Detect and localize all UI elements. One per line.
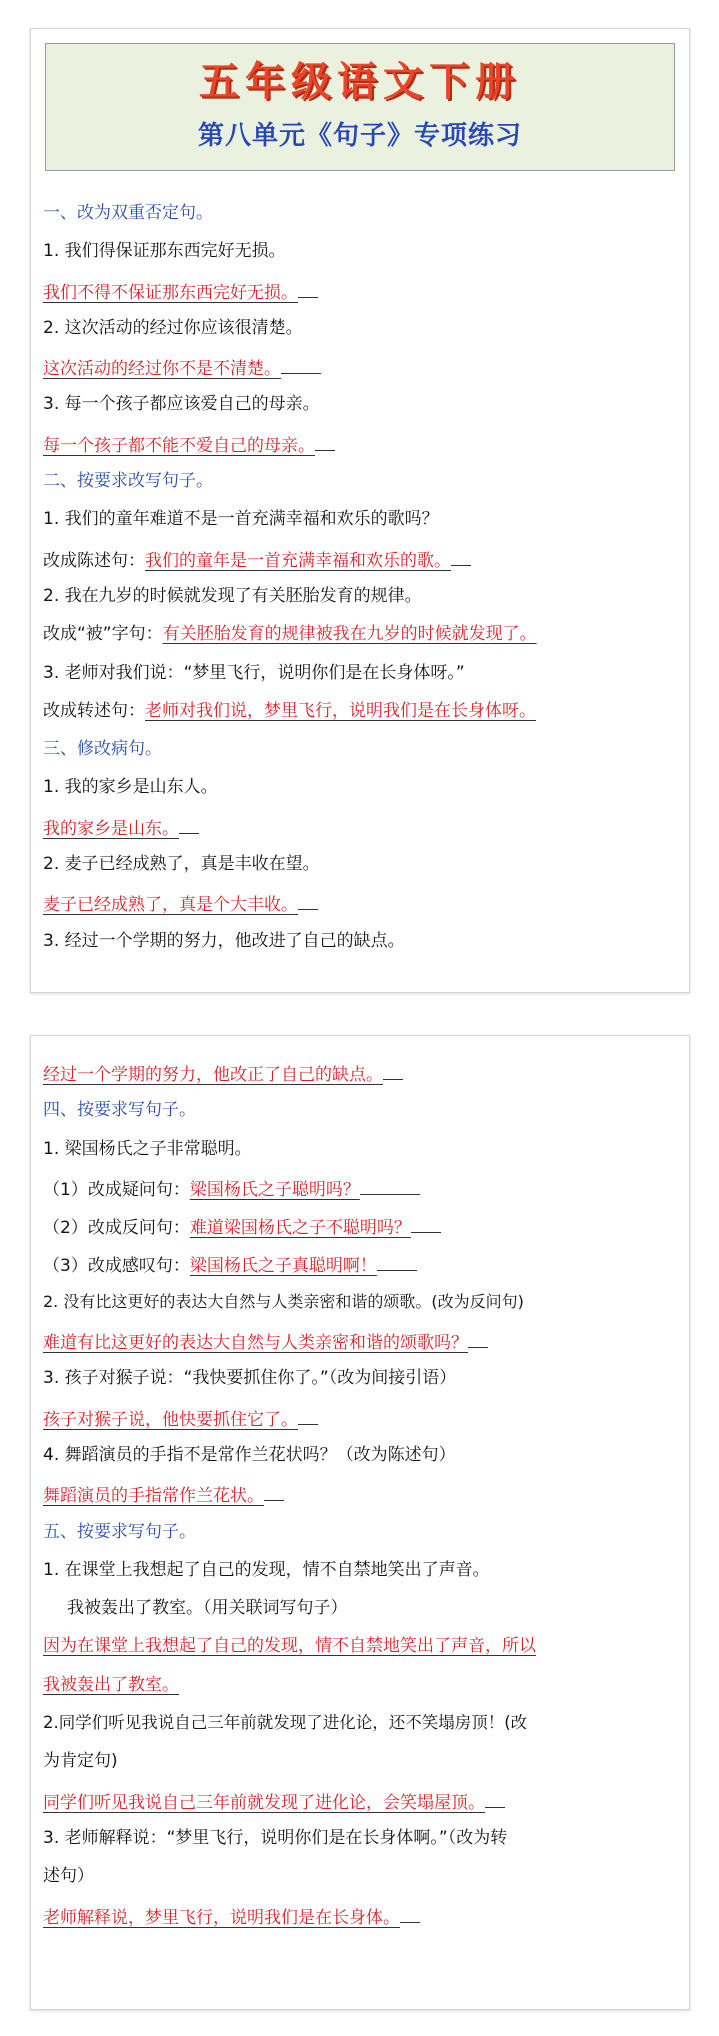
page-2-content [43, 1060, 681, 1941]
answer-underline [360, 1175, 420, 1195]
question-line: 2. 这次活动的经过你应该很清楚。 [43, 317, 303, 338]
answer-line: 因为在课堂上我想起了自己的发现，情不自禁地笑出了声音，所以 [43, 1636, 536, 1657]
question-line: 2. 麦子已经成熟了，真是丰收在望。 [43, 854, 320, 875]
answer-line: 麦子已经成熟了，真是个大丰收。 [43, 895, 298, 916]
question-line: 1. 我们的童年难道不是一首充满幸福和欢乐的歌吗？ [43, 509, 439, 530]
answer-underline [383, 1060, 403, 1080]
answer-underline [264, 1481, 284, 1501]
answer-line-continued: 我被轰出了教室。 [43, 1674, 179, 1695]
answer-line: 同学们听见我说自己三年前就发现了进化论，会笑塌屋顶。 [43, 1792, 485, 1813]
question-line-continued: 述句） [43, 1866, 94, 1887]
worksheet-page-1 [30, 28, 690, 993]
answer-underline [411, 1213, 441, 1233]
answer-label: 改成“被”字句： [43, 624, 163, 645]
answer-line: 我们不得不保证那东西完好无损。 [43, 282, 298, 303]
question-line: 3. 老师对我们说：“梦里飞行，说明你们是在长身体呀。” [43, 662, 465, 683]
worksheet-page-2 [30, 1035, 690, 2010]
answer-underline [179, 814, 199, 834]
answer-underline [485, 1788, 505, 1808]
section-heading-2: 二、按要求改写句子。 [43, 471, 213, 492]
answer-label: 改成转述句： [43, 700, 145, 721]
question-line: 2.同学们听见我说自己三年前就发现了进化论，还不笑塌房顶！(改 [43, 1713, 528, 1733]
answer-underline [315, 431, 335, 451]
question-line: 2. 我在九岁的时候就发现了有关胚胎发育的规律。 [43, 585, 422, 606]
answer-label: （3）改成感叹句： [43, 1256, 190, 1277]
answer-line: 这次活动的经过你不是不清楚。 [43, 359, 281, 380]
page-1-content [43, 201, 681, 967]
answer-line: 孩子对猴子说，他快要抓住它了。 [43, 1409, 298, 1430]
answer-label: （2）改成反问句： [43, 1218, 190, 1239]
title-banner [45, 43, 675, 171]
answer-label: 改成陈述句： [43, 550, 145, 571]
answer-line: 难道梁国杨氏之子不聪明吗？ [189, 1218, 411, 1239]
section-heading-5: 五、按要求写句子。 [43, 1521, 196, 1542]
section-heading-1: 一、改为双重否定句。 [43, 203, 213, 223]
question-line: 1. 在课堂上我想起了自己的发现，情不自禁地笑出了声音。 [43, 1559, 490, 1580]
answer-line: 经过一个学期的努力，他改正了自己的缺点。 [43, 1065, 383, 1085]
question-line: 1. 我们得保证那东西完好无损。 [43, 241, 286, 262]
section-heading-4: 四、按要求写句子。 [43, 1100, 196, 1121]
answer-label: （1）改成疑问句： [43, 1179, 190, 1200]
answer-line: 梁国杨氏之子真聪明啊！ [189, 1256, 377, 1277]
question-line-continued: 我被轰出了教室。（用关联词写句子） [67, 1598, 348, 1619]
answer-line: 老师对我们说，梦里飞行，说明我们是在长身体呀。 [145, 700, 536, 721]
question-line: 3. 每一个孩子都应该爱自己的母亲。 [43, 394, 320, 415]
answer-underline [377, 1251, 417, 1271]
page-title: 五年级语文下册 [199, 59, 521, 105]
answer-underline [451, 546, 471, 566]
answer-underline [298, 278, 318, 298]
answer-line: 难道有比这更好的表达大自然与人类亲密和谐的颂歌吗？ [43, 1333, 468, 1354]
answer-underline [281, 354, 321, 374]
page-subtitle: 第八单元《句子》专项练习 [197, 121, 522, 151]
question-line: 3. 孩子对猴子说：“我快要抓住你了。”（改为间接引语） [43, 1368, 457, 1389]
answer-line: 我们的童年是一首充满幸福和欢乐的歌。 [145, 550, 451, 571]
answer-underline [468, 1328, 488, 1348]
question-line: 2. 没有比这更好的表达大自然与人类亲密和谐的颂歌。(改为反问句) [43, 1291, 524, 1311]
answer-line: 梁国杨氏之子聪明吗？ [189, 1179, 360, 1200]
answer-line: 老师解释说，梦里飞行，说明我们是在长身体。 [43, 1907, 400, 1928]
question-line: 1. 梁国杨氏之子非常聪明。 [43, 1138, 252, 1159]
section-heading-3: 三、修改病句。 [43, 739, 162, 760]
question-line: 3. 老师解释说：“梦里飞行，说明你们是在长身体啊。”（改为转 [43, 1827, 508, 1848]
answer-line: 我的家乡是山东。 [43, 818, 179, 839]
question-line: 1. 我的家乡是山东人。 [43, 777, 218, 798]
answer-line: 每一个孩子都不能不爱自己的母亲。 [43, 435, 315, 456]
answer-underline [298, 1405, 318, 1425]
question-line-continued: 为肯定句) [43, 1751, 118, 1772]
question-line: 3. 经过一个学期的努力，他改进了自己的缺点。 [43, 930, 405, 951]
question-line: 4. 舞蹈演员的手指不是常作兰花状吗？（改为陈述句） [43, 1444, 456, 1465]
answer-line: 舞蹈演员的手指常作兰花状。 [43, 1486, 264, 1507]
answer-line: 有关胚胎发育的规律被我在九岁的时候就发现了。 [162, 624, 537, 645]
answer-underline [298, 890, 318, 910]
answer-underline [400, 1903, 420, 1923]
